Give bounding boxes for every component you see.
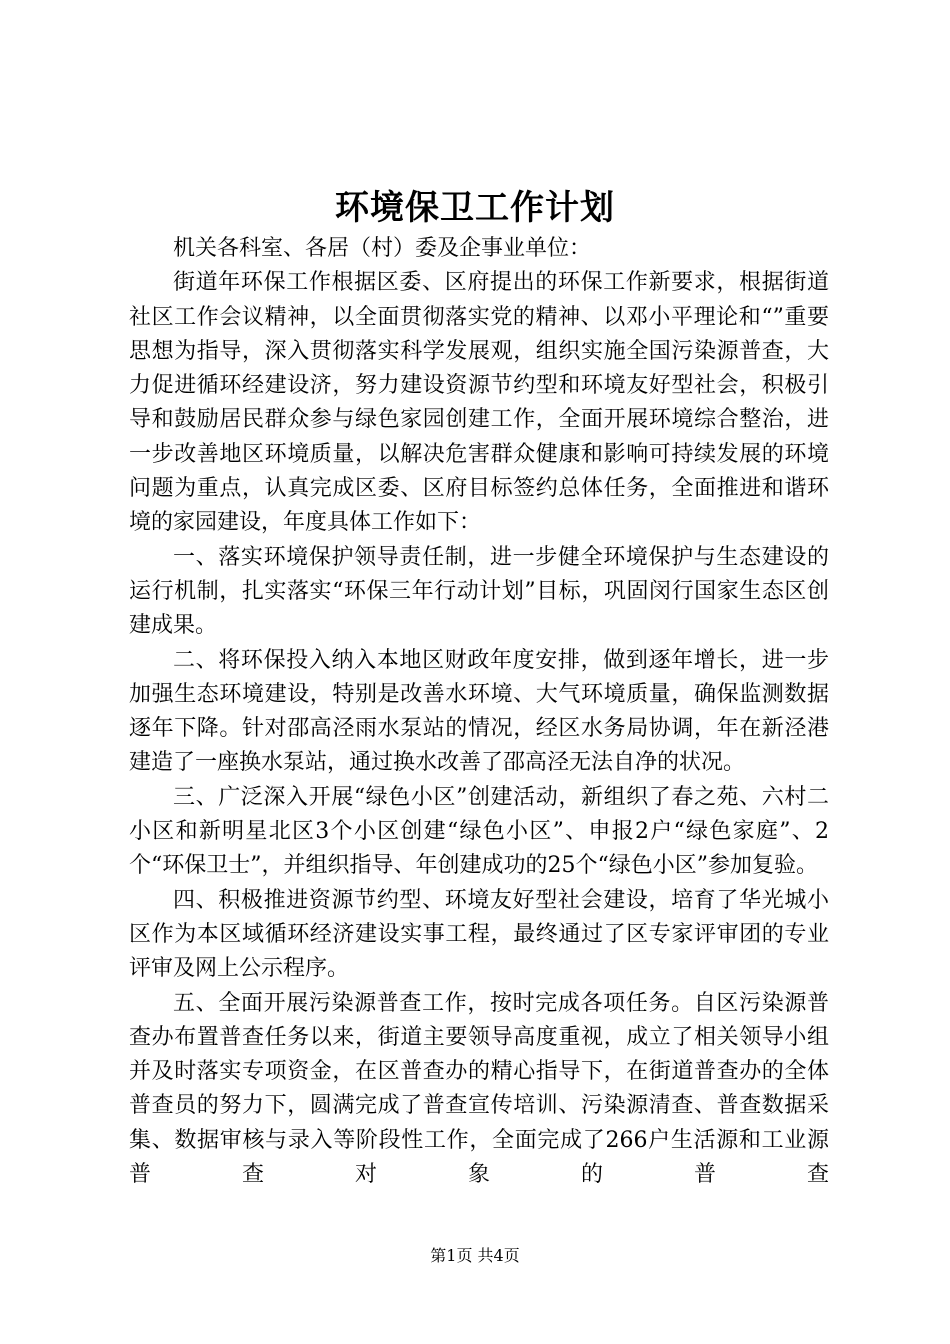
paragraph-item-1: 一、落实环境保护领导责任制，进一步健全环境保护与生态建设的运行机制，扎实落实“环保三年行动计划”目标，巩固闵行国家生态区创建成果。 <box>129 544 829 639</box>
paragraph-item-5: 五、全面开展污染源普查工作，按时完成各项任务。自区污染源普查办布置普查任务以来，街道主要领导高度重视，成立了相关领导小组并及时落实专项资金，在区普查办的精心指导下，在街道普查办的全体普查员的努力下，圆满完成了普查宣传培训、污染源清查、普查数据采集、数据审核与录入等阶段性工作，全面完成了266户生活源和工业源普查对象的普查 <box>129 990 829 1188</box>
paragraph-item-2: 二、将环保投入纳入本地区财政年度安排，做到逐年增长，进一步加强生态环境建设，特别是改善水环境、大气环境质量，确保监测数据逐年下降。针对邵高泾雨水泵站的情况，经区水务局协调，年在新泾港建造了一座换水泵站，通过换水改善了邵高泾无法自净的状况。 <box>129 647 829 776</box>
paragraph-item-3: 三、广泛深入开展“绿色小区”创建活动，新组织了春之苑、六村二小区和新明星北区3个小区创建“绿色小区”、申报2户“绿色家庭”、2个“环保卫士”，并组织指导、年创建成功的25个“绿色小区”参加复验。 <box>129 784 829 879</box>
paragraph-item-4: 四、积极推进资源节约型、环境友好型社会建设，培育了华光城小区作为本区域循环经济建设实事工程，最终通过了区专家评审团的专业评审及网上公示程序。 <box>129 887 829 982</box>
salutation: 机关各科室、各居（村）委及企事业单位： <box>173 236 592 261</box>
document-body <box>129 232 829 1192</box>
paragraph-intro: 街道年环保工作根据区委、区府提出的环保工作新要求，根据街道社区工作会议精神，以全面贯彻落实党的精神、以邓小平理论和“”重要思想为指导，深入贯彻落实科学发展观，组织实施全国污染源普查，大力促进循环经建设济，努力建设资源节约型和环境友好型社会，积极引导和鼓励居民群众参与绿色家园创建工作，全面开展环境综合整治，进一步改善地区环境质量，以解决危害群众健康和影响可持续发展的环境问题为重点，认真完成区委、区府目标签约总体任务，全面推进和谐环境的家园建设，年度具体工作如下： <box>129 270 829 536</box>
page-footer: 第1页 共4页 <box>430 1246 520 1265</box>
document-title: 环境保卫工作计划 <box>335 188 615 228</box>
